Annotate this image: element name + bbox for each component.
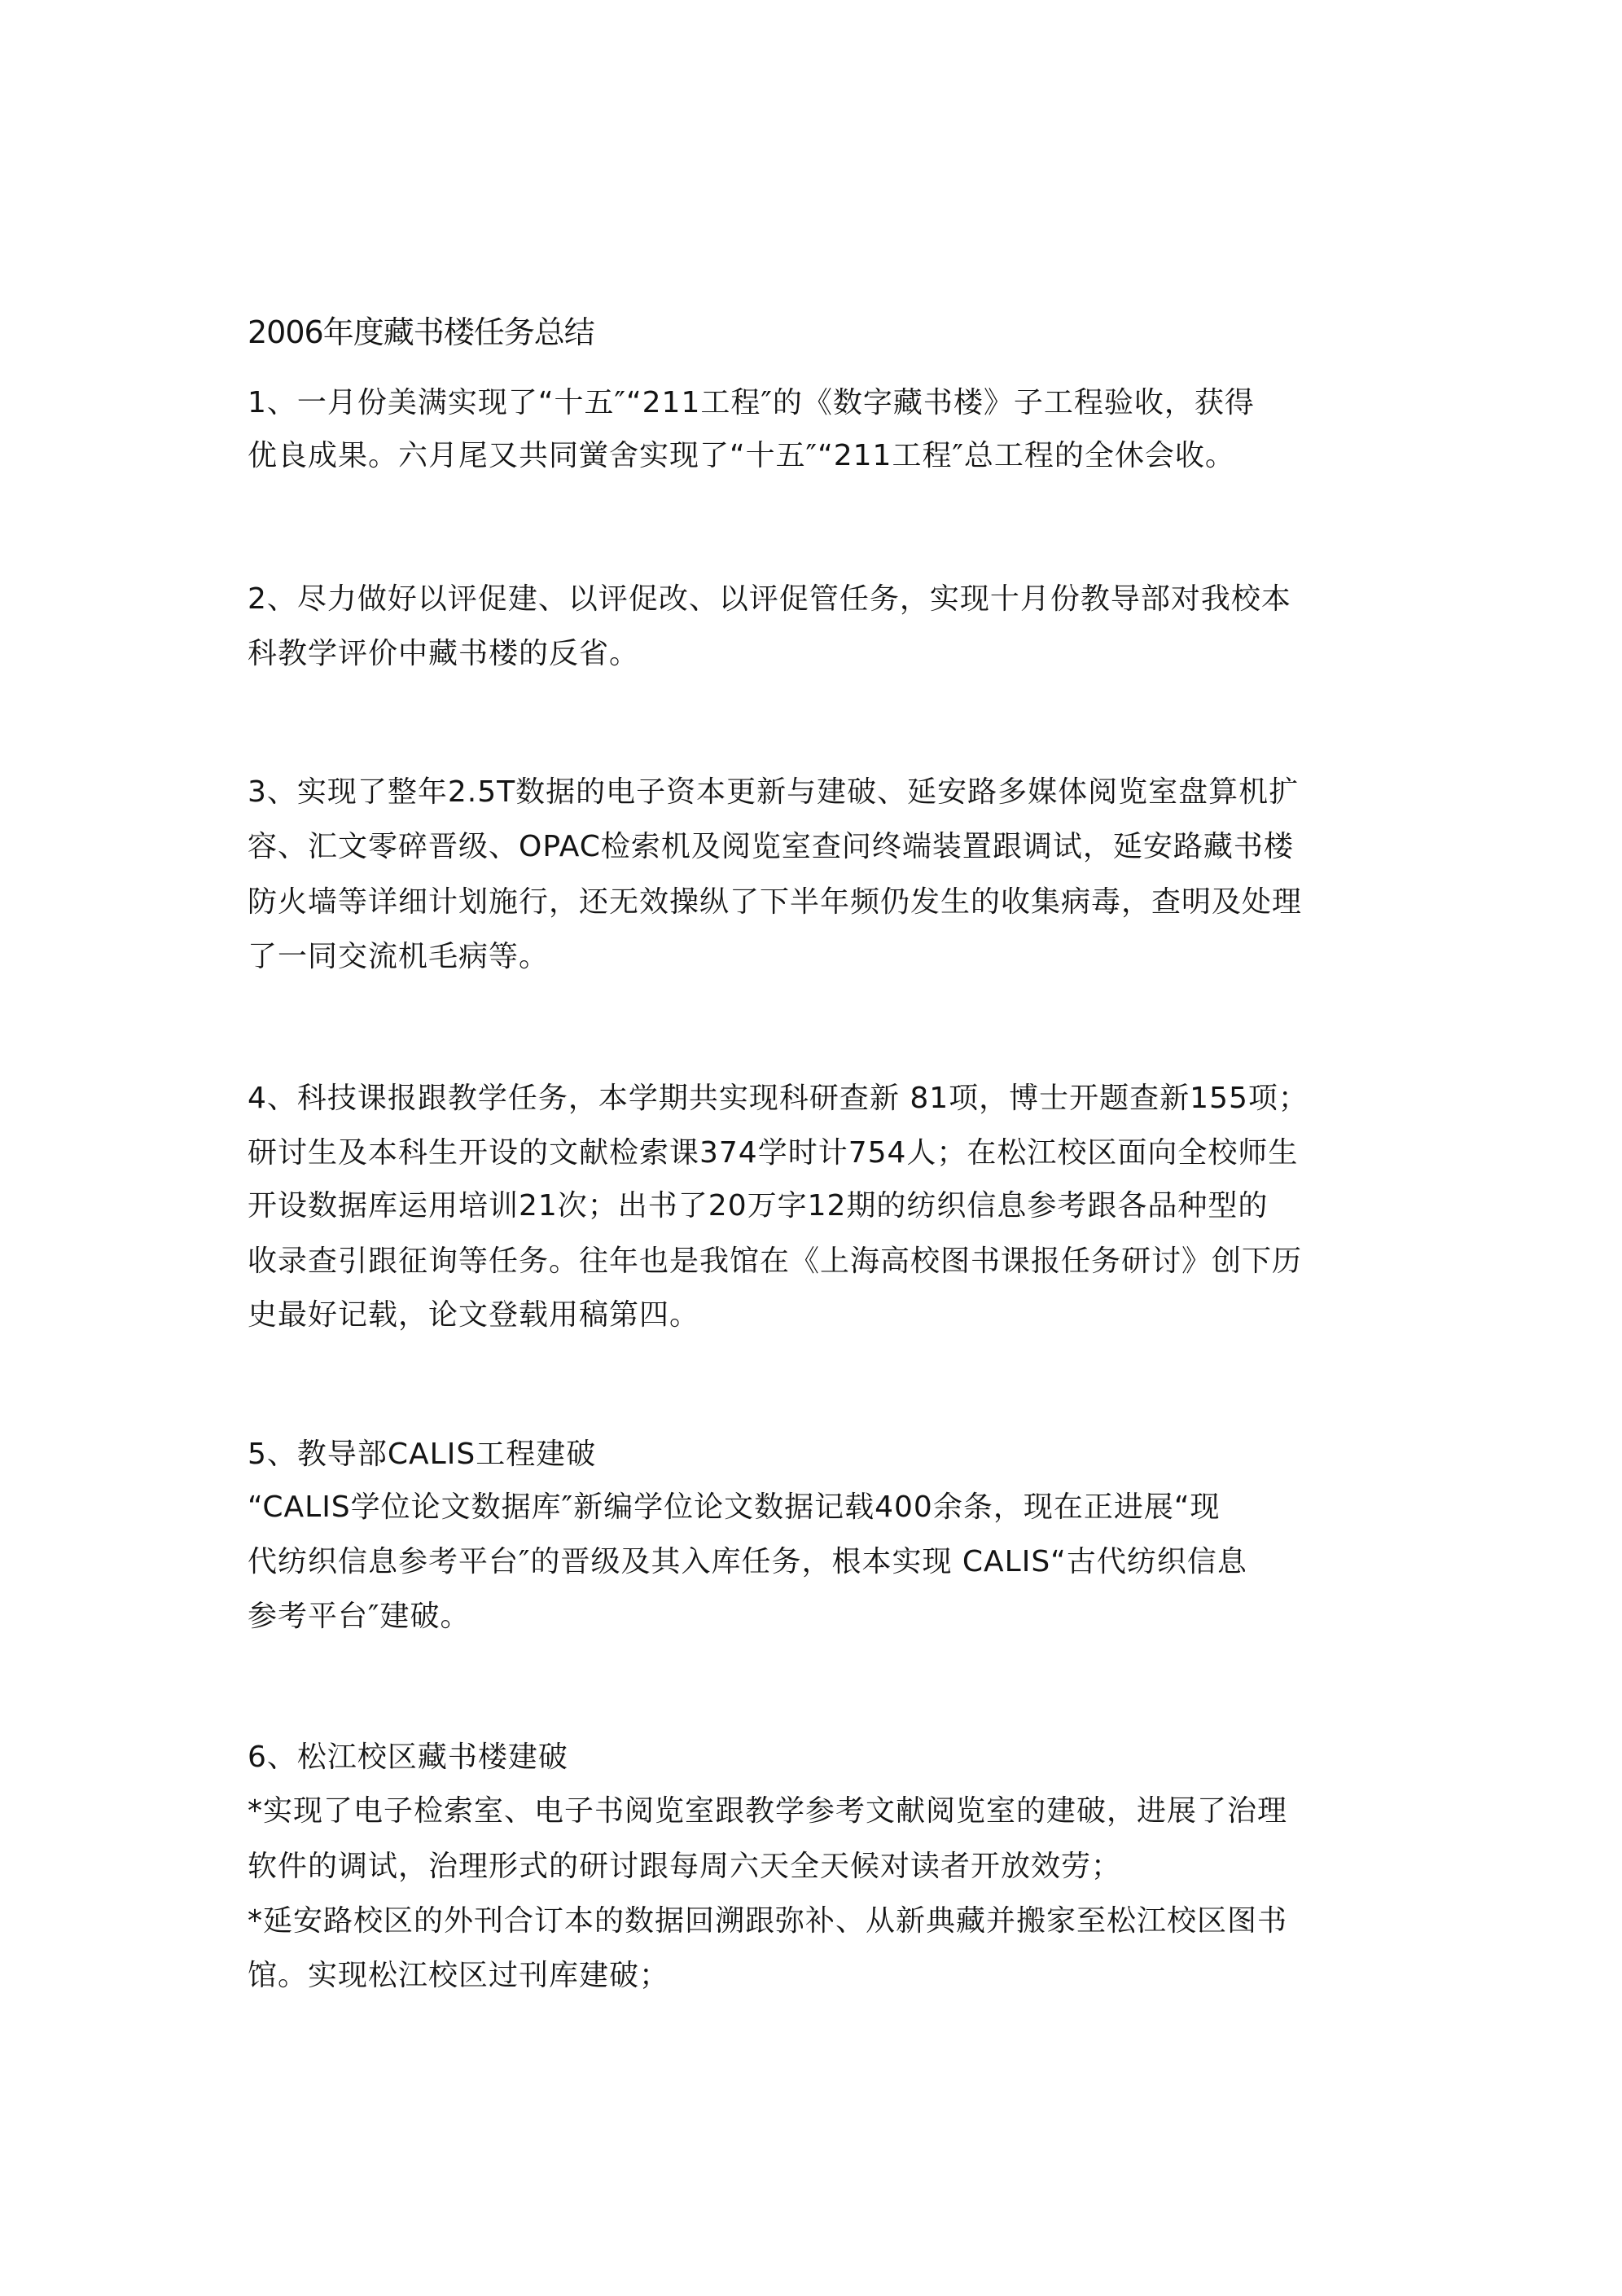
paragraph-6-line-3: *延安路校区的外刊合订本的数据回溯跟弥补、从新典藏并搬家至松江校区图书 <box>248 1904 1288 1938</box>
paragraph-3-line-3: 防火墙等详细计划施行，还无效操纵了下半年频仍发生的收集病毒，查明及处理 <box>248 885 1303 919</box>
paragraph-1-line-2: 优良成果。六月尾又共同黉舍实现了“十五″“211工程″总工程的全休会收。 <box>248 439 1235 472</box>
paragraph-4-line-1: 4、科技课报跟教学任务，本学期共实现科研查新 81项，博士开题查新155项； <box>248 1082 1309 1115</box>
paragraph-6-heading: 6、松江校区藏书楼建破 <box>248 1741 568 1774</box>
paragraph-5-line-3: 参考平台″建破。 <box>248 1600 471 1633</box>
paragraph-1-line-1: 1、一月份美满实现了“十五″“211工程″的《数字藏书楼》子工程验收，获得 <box>248 386 1255 419</box>
paragraph-4-line-3: 开设数据库运用培训21次；出书了20万字12期的纺织信息参考跟各品种型的 <box>248 1189 1269 1223</box>
paragraph-5-line-1: “CALIS学位论文数据库″新编学位论文数据记载400余条，现在正进展“现 <box>248 1490 1221 1524</box>
paragraph-4-line-2: 研讨生及本科生开设的文献检索课374学时计754人；在松江校区面向全校师生 <box>248 1136 1299 1170</box>
paragraph-3-line-1: 3、实现了整年2.5T数据的电子资本更新与建破、延安路多媒体阅览室盘算机扩 <box>248 775 1300 809</box>
paragraph-4-line-4: 收录查引跟征询等任务。往年也是我馆在《上海高校图书课报任务研讨》创下历 <box>248 1245 1303 1278</box>
paragraph-5-heading: 5、教导部CALIS工程建破 <box>248 1438 597 1471</box>
document-title: 2006年度藏书楼任务总结 <box>248 314 594 350</box>
paragraph-5-line-2: 代纺织信息参考平台″的晋级及其入库任务，根本实现 CALIS“古代纺织信息 <box>248 1545 1247 1578</box>
paragraph-4-line-5: 史最好记载，论文登载用稿第四。 <box>248 1298 700 1332</box>
paragraph-2-line-1: 2、尽力做好以评促建、以评促改、以评促管任务，实现十月份教导部对我校本 <box>248 582 1291 616</box>
paragraph-2-line-2: 科教学评价中藏书楼的反省。 <box>248 637 640 670</box>
paragraph-3-line-4: 了一同交流机毛病等。 <box>248 940 550 973</box>
paragraph-6-line-4: 馆。实现松江校区过刊库建破； <box>248 1959 670 1992</box>
paragraph-6-line-2: 软件的调试，治理形式的研讨跟每周六天全天候对读者开放效劳； <box>248 1850 1122 1883</box>
paragraph-3-line-2: 容、汇文零碎晋级、OPAC检索机及阅览室查问终端装置跟调试，延安路藏书楼 <box>248 830 1294 863</box>
paragraph-6-line-1: *实现了电子检索室、电子书阅览室跟教学参考文献阅览室的建破，进展了治理 <box>248 1794 1288 1828</box>
